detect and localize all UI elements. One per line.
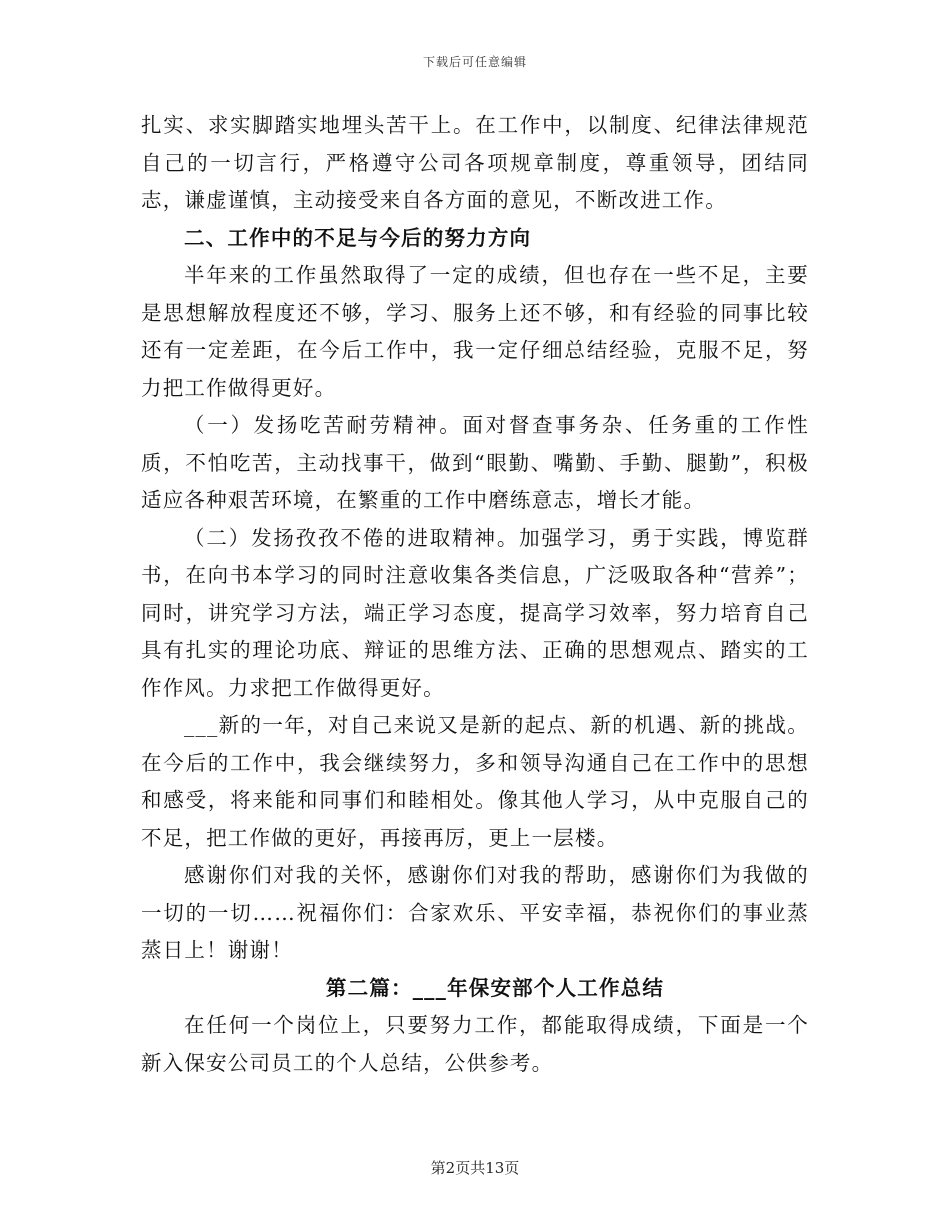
- page-number: 第2页共13页: [430, 1159, 520, 1177]
- paragraph: ___新的一年，对自己来说又是新的起点、新的机遇、新的挑战。在今后的工作中，我会继续努力，多和领导沟通自己在工作中的思想和感受，将来能和同事们和睦相处。像其他人学习，从中克服自己的不足，把工作做的更好，再接再厉，更上一层楼。: [141, 713, 809, 850]
- paragraph: （一）发扬吃苦耐劳精神。面对督查事务杂、任务重的工作性质，不怕吃苦，主动找事干，做到“眼勤、嘴勤、手勤、腿勤”，积极适应各种艰苦环境，在繁重的工作中磨练意志，增长才能。: [141, 413, 809, 512]
- section-heading: 二、工作中的不足与今后的努力方向: [184, 225, 532, 250]
- document-body: [141, 107, 809, 1082]
- chapter-title: 第二篇：___年保安部个人工作总结: [325, 975, 665, 1000]
- paragraph: 在任何一个岗位上，只要努力工作，都能取得成绩，下面是一个新入保安公司员工的个人总结，公供参考。: [141, 1013, 809, 1075]
- paragraph: 半年来的工作虽然取得了一定的成绩，但也存在一些不足，主要是思想解放程度还不够，学习、服务上还不够，和有经验的同事比较还有一定差距，在今后工作中，我一定仔细总结经验，克服不足，努力把工作做得更好。: [141, 263, 809, 400]
- page-header-note: 下载后可任意编辑: [422, 55, 527, 69]
- paragraph: 感谢你们对我的关怀，感谢你们对我的帮助，感谢你们为我做的一切的一切……祝福你们：合家欢乐、平安幸福，恭祝你们的事业蒸蒸日上！谢谢！: [141, 863, 809, 962]
- paragraph-continuation: 扎实、求实脚踏实地埋头苦干上。在工作中，以制度、纪律法律规范自己的一切言行，严格遵守公司各项规章制度，尊重领导，团结同志，谦虚谨慎，主动接受来自各方面的意见，不断改进工作。: [141, 113, 809, 212]
- paragraph: （二）发扬孜孜不倦的进取精神。加强学习，勇于实践，博览群书，在向书本学习的同时注意收集各类信息，广泛吸取各种“营养”；同时，讲究学习方法，端正学习态度，提高学习效率，努力培育自己具有扎实的理论功底、辩证的思维方法、正确的思想观点、踏实的工作作风。力求把工作做得更好。: [141, 525, 809, 700]
